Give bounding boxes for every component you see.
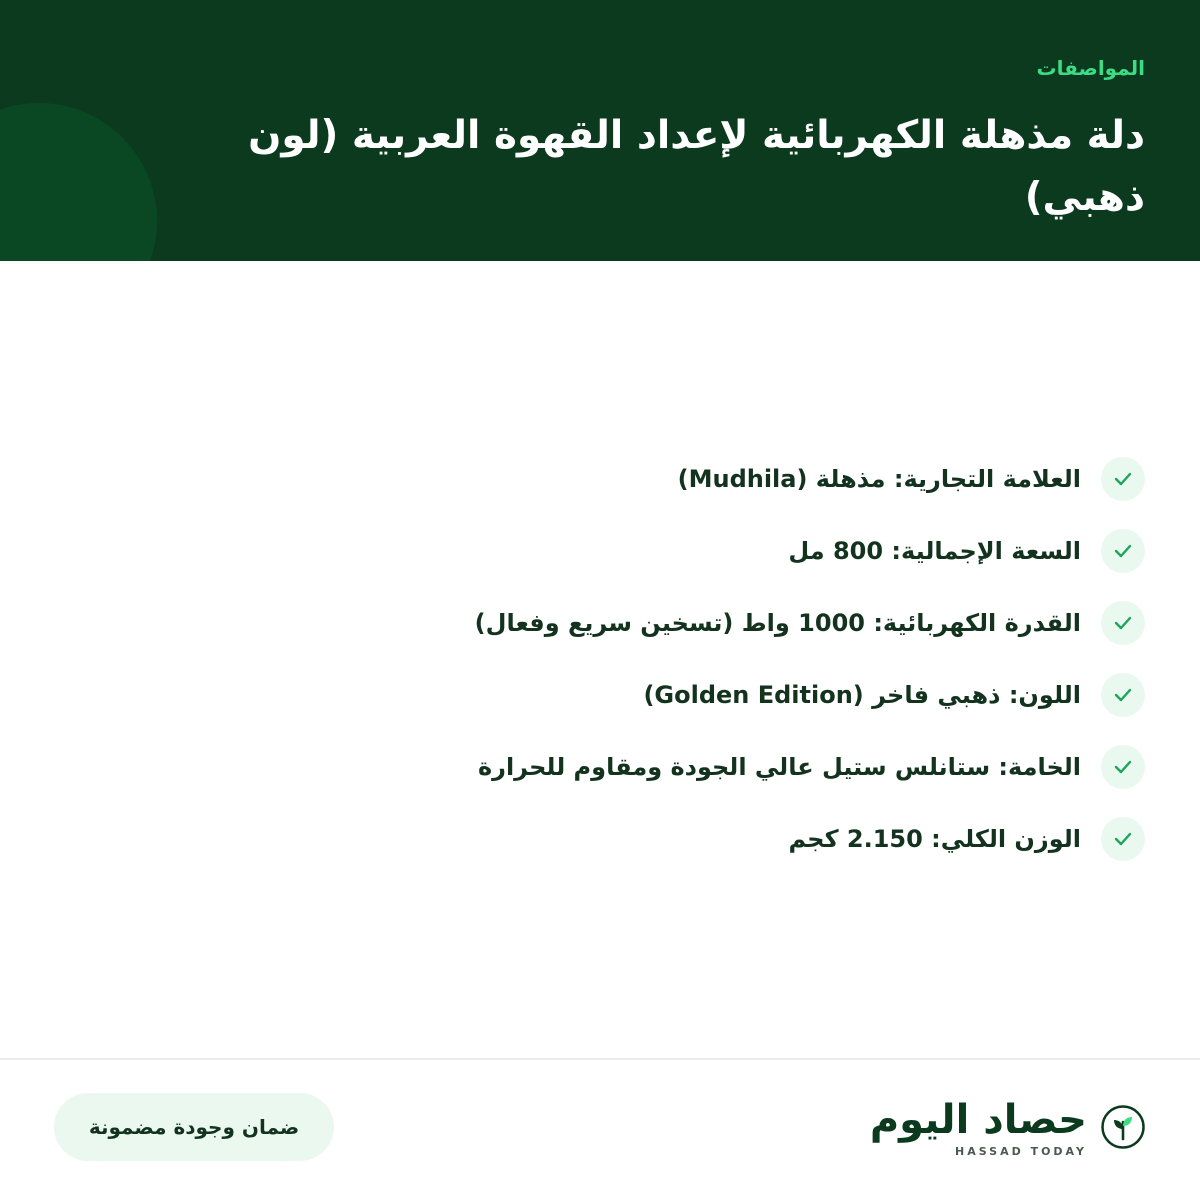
spec-label: العلامة التجارية [903, 465, 1081, 493]
brand-subtitle: HASSAD TODAY [955, 1144, 1087, 1158]
brand-text [870, 1097, 1087, 1158]
check-icon [1101, 529, 1145, 573]
section-eyebrow: المواصفات [1036, 56, 1145, 80]
spec-label: السعة الإجمالية [901, 537, 1081, 565]
check-icon [1101, 601, 1145, 645]
check-icon [1101, 673, 1145, 717]
spec-label: اللون [1018, 681, 1081, 709]
spec-item [245, 529, 1145, 573]
spec-value: ذهبي فاخر (Golden Edition) [643, 681, 1001, 709]
spec-text [788, 825, 1081, 853]
spec-item [245, 745, 1145, 789]
check-icon [1101, 817, 1145, 861]
spec-item [245, 673, 1145, 717]
check-icon [1101, 457, 1145, 501]
spec-label: القدرة الكهربائية [882, 609, 1081, 637]
spec-value: 1000 واط (تسخين سريع وفعال) [474, 609, 865, 637]
guarantee-badge: ضمان وجودة مضمونة [54, 1093, 334, 1161]
spec-label: الخامة [1008, 753, 1081, 781]
spec-text [678, 465, 1081, 493]
spec-value: 2.150 كجم [788, 825, 923, 853]
spec-value: 800 مل [788, 537, 884, 565]
spec-label: الوزن الكلي [940, 825, 1081, 853]
spec-separator: : [885, 465, 904, 493]
spec-list [245, 457, 1145, 889]
spec-item [245, 601, 1145, 645]
brand-block [870, 1092, 1145, 1162]
footer-divider [0, 1058, 1200, 1060]
spec-separator: : [1000, 681, 1019, 709]
spec-text [478, 753, 1081, 781]
spec-separator: : [864, 609, 883, 637]
spec-value: مذهلة (Mudhila) [677, 465, 886, 493]
page-title: دلة مذهلة الكهربائية لإعداد القهوة العربية (لون ذهبي) [248, 113, 1145, 220]
spec-separator: : [883, 537, 902, 565]
spec-text [788, 537, 1081, 565]
header-banner [0, 0, 1200, 261]
spec-item [245, 457, 1145, 501]
spec-separator: : [922, 825, 941, 853]
spec-separator: : [990, 753, 1009, 781]
check-icon [1101, 745, 1145, 789]
spec-item [245, 817, 1145, 861]
spec-text [643, 681, 1081, 709]
decorative-circle [0, 103, 157, 261]
spec-text [475, 609, 1081, 637]
brand-name: حصاد اليوم [869, 1096, 1087, 1143]
leaf-logo-icon [1101, 1105, 1145, 1149]
spec-value: ستانلس ستيل عالي الجودة ومقاوم للحرارة [477, 753, 991, 781]
